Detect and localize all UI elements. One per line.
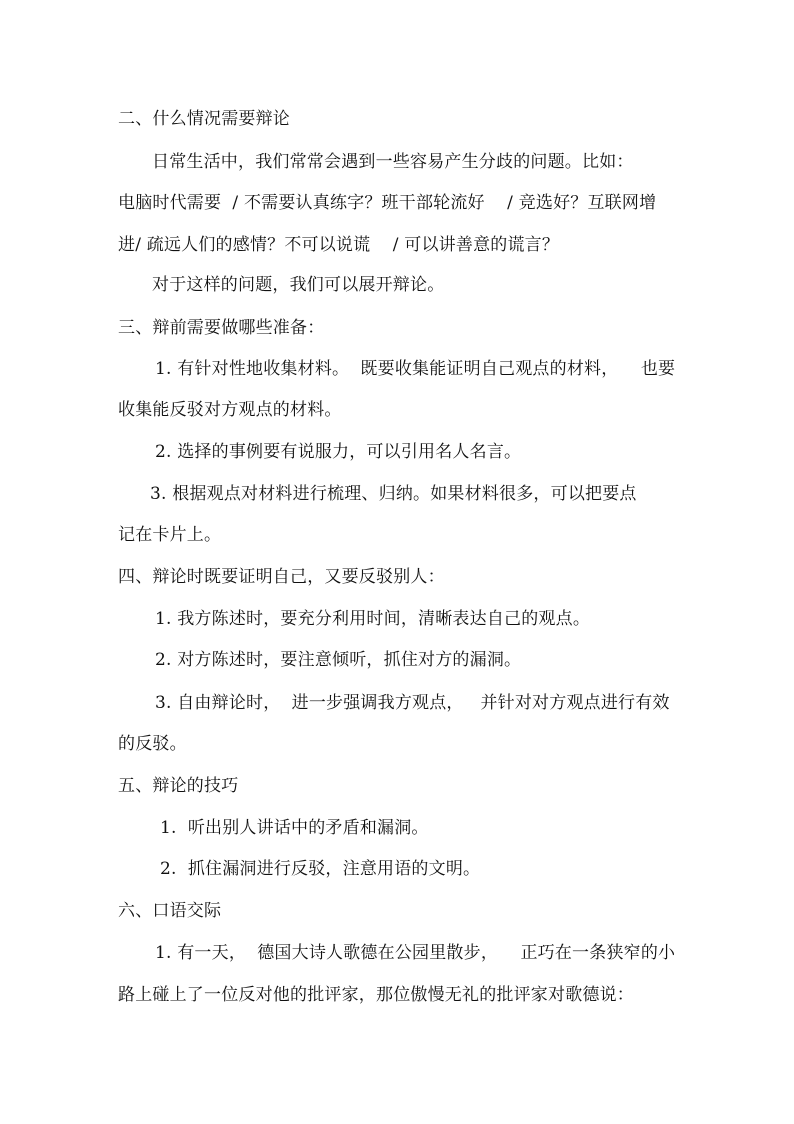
paragraph-line: 的反驳。 xyxy=(118,734,187,754)
section-heading-5: 五、辩论的技巧 xyxy=(118,776,239,796)
paragraph-line: 进/ 疏远人们的感情？不可以说谎 / 可以讲善意的谎言？ xyxy=(118,235,560,255)
list-item: 1. 听出别人讲话中的矛盾和漏洞。 xyxy=(160,818,429,838)
list-item: 2. 对方陈述时，要注意倾听，抓住对方的漏洞。 xyxy=(155,650,522,670)
section-heading-6: 六、口语交际 xyxy=(118,901,222,921)
paragraph-line: 记在卡片上。 xyxy=(118,525,222,545)
list-item: 1. 有一天， 德国大诗人歌德在公园里散步， 正巧在一条狭窄的小 xyxy=(155,943,676,963)
paragraph-line: 收集能反驳对方观点的材料。 xyxy=(118,400,342,420)
paragraph-line: 路上碰上了一位反对他的批评家，那位傲慢无礼的批评家对歌德说： xyxy=(118,985,634,1005)
list-item: 3. 自由辩论时， 进一步强调我方观点， 并针对对方观点进行有效 xyxy=(155,693,670,713)
list-item: 2. 抓住漏洞进行反驳，注意用语的文明。 xyxy=(160,859,481,879)
section-heading-4: 四、辩论时既要证明自己，又要反驳别人： xyxy=(118,567,445,587)
paragraph-line: 电脑时代需要 / 不需要认真练字？班干部轮流好 / 竞选好？互联网增 xyxy=(118,193,657,213)
list-item: 1. 我方陈述时，要充分利用时间，清晰表达自己的观点。 xyxy=(155,609,591,629)
paragraph-line: 对于这样的问题，我们可以展开辩论。 xyxy=(152,275,445,295)
list-item: 1. 有针对性地收集材料。 既要收集能证明自己观点的材料， 也要 xyxy=(155,359,676,379)
list-item: 2. 选择的事例要有说服力，可以引用名人名言。 xyxy=(155,442,522,462)
list-item: 3. 根据观点对材料进行梳理、归纳。如果材料很多，可以把要点 xyxy=(150,484,637,504)
section-heading-3: 三、辩前需要做哪些准备： xyxy=(118,318,325,338)
section-heading-2: 二、什么情况需要辩论 xyxy=(118,109,290,129)
paragraph-line: 日常生活中，我们常常会遇到一些容易产生分歧的问题。比如： xyxy=(152,152,634,172)
